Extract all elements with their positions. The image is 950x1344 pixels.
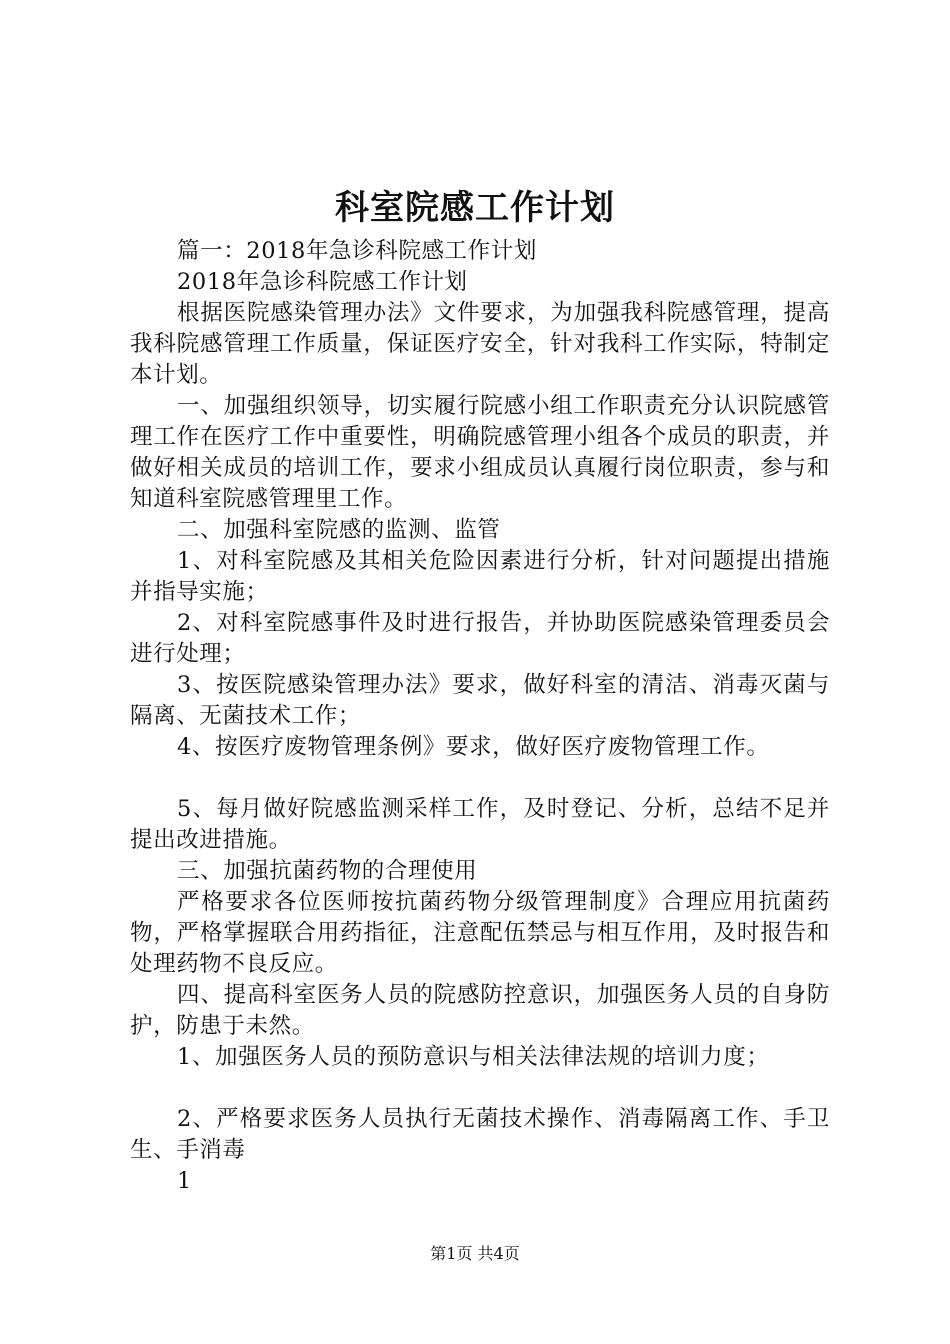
paragraph-item-1: 一、加强组织领导，切实履行院感小组工作职责充分认识院感管理工作在医疗工作中重要性，明确院感管理小组各个成员的职责，并做好相关成员的培训工作，要求小组成员认真履行岗位职责，参与和知道科室院感管理里工作。 (130, 393, 830, 512)
page-footer: 第1页 共4页 (430, 1244, 520, 1263)
paragraph-item-2-5: 5、每月做好院感监测采样工作，及时登记、分析，总结不足并提出改进措施。 (130, 796, 830, 853)
document-title: 科室院感工作计划 (335, 188, 615, 228)
document-body (130, 236, 830, 1197)
paragraph-item-4-1: 1、加强医务人员的预防意识与相关法律法规的培训力度； (177, 1044, 770, 1070)
paragraph-item-4-heading: 四、提高科室医务人员的院感防控意识，加强医务人员的自身防护，防患于未然。 (130, 982, 830, 1039)
paragraph-intro: 根据医院感染管理办法》文件要求，为加强我科院感管理，提高我科院感管理工作质量，保证医疗安全，针对我科工作实际，特制定本计划。 (130, 300, 830, 388)
paragraph-subtitle: 2018年急诊科院感工作计划 (177, 269, 468, 295)
paragraph-trailing-number: 1 (177, 1168, 192, 1194)
paragraph-item-3-body: 严格要求各位医师按抗菌药物分级管理制度》合理应用抗菌药物，严格掌握联合用药指征，注意配伍禁忌与相互作用，及时报告和处理药物不良反应。 (130, 889, 830, 977)
paragraph-section-heading: 篇一：2018年急诊科院感工作计划 (177, 238, 537, 264)
paragraph-item-2-1: 1、对科室院感及其相关危险因素进行分析，针对问题提出措施并指导实施； (130, 548, 830, 605)
paragraph-item-3-heading: 三、加强抗菌药物的合理使用 (177, 858, 478, 884)
paragraph-item-2-heading: 二、加强科室院感的监测、监管 (177, 517, 501, 543)
paragraph-item-4-2: 2、严格要求医务人员执行无菌技术操作、消毒隔离工作、手卫生、手消毒 (130, 1106, 830, 1163)
paragraph-item-2-3: 3、按医院感染管理办法》要求，做好科室的清洁、消毒灭菌与隔离、无菌技术工作； (130, 672, 830, 729)
paragraph-item-2-4: 4、按医疗废物管理条例》要求，做好医疗废物管理工作。 (177, 734, 770, 760)
paragraph-item-2-2: 2、对科室院感事件及时进行报告，并协助医院感染管理委员会进行处理； (130, 610, 830, 667)
